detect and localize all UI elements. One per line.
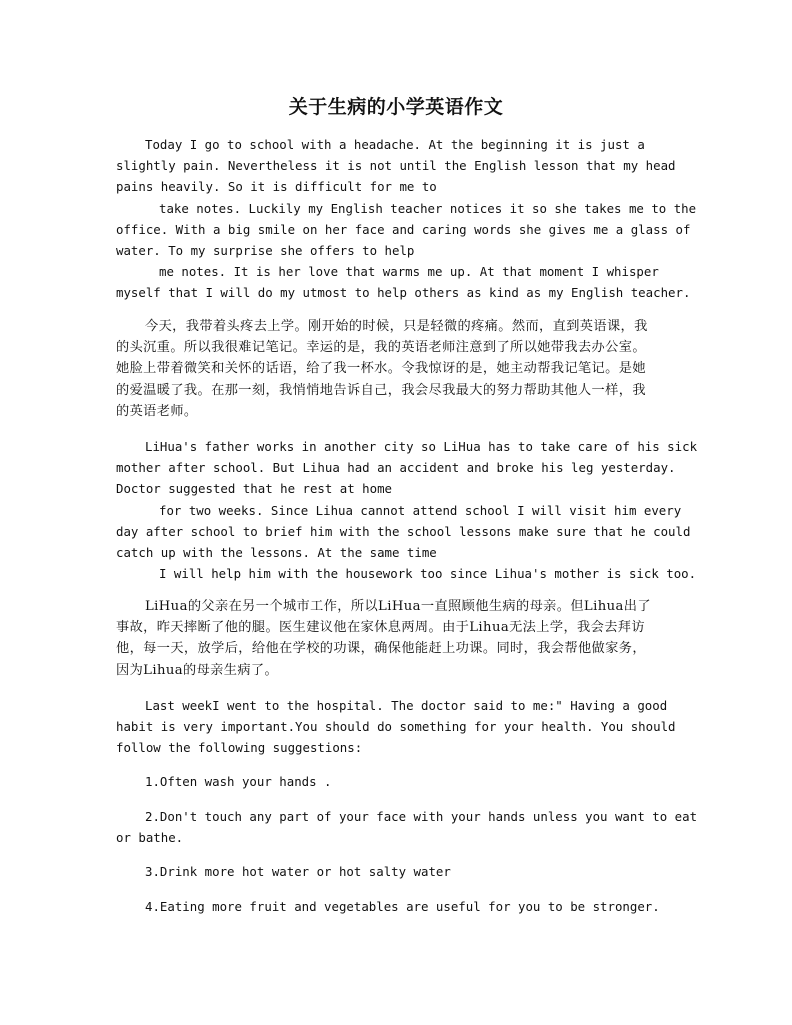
text-line: LiHua's father works in another city so LiHua has to take care of his sick [145,439,698,454]
text-line: take notes. Luckily my English teacher notices it so she takes me to the [159,200,697,216]
text-line: pains heavily. So it is difficult for me to [116,179,437,195]
document-title: 关于生病的小学英语作文 [288,96,504,118]
text-line: Today I go to school with a headache. At the beginning it is just a [145,137,645,152]
text-line: Last weekI went to the hospital. The doctor said to me:" Having a good [145,698,668,713]
text-line: myself that I will do my utmost to help others as kind as my English teacher. [116,285,691,301]
text-line: 她脸上带着微笑和关怀的话语，给了我一杯水。令我惊讶的是，她主动帮我记笔记。是她 [116,361,646,377]
text-line: 1.Often wash your hands . [145,774,332,789]
paragraph-lihua-chinese [116,596,676,681]
text-line: for two weeks. Since Lihua cannot attend school I will visit him every [159,502,682,518]
text-line: Doctor suggested that he rest at home [116,481,393,497]
text-line: mother after school. But Lihua had an accident and broke his leg yesterday. [116,460,676,476]
text-line: habit is very important.You should do something for your health. You should [116,719,676,735]
text-line: 今天，我带着头疼去上学。刚开始的时候，只是轻微的疼痛。然而，直到英语课，我 [145,319,648,334]
text-line: 2.Don't touch any part of your face with your hands unless you want to eat [145,809,698,824]
text-line: I will help him with the housework too since Lihua's mother is sick too. [159,566,697,582]
text-line: 他，每一天，放学后，给他在学校的功课，确保他能赶上功课。同时，我会帮他做家务， [116,641,646,657]
text-line: 4.Eating more fruit and vegetables are useful for you to be stronger. [145,899,660,914]
text-line: follow the following suggestions: [116,740,363,756]
text-line: catch up with the lessons. At the same time [116,545,437,561]
suggestion-1 [116,771,676,792]
text-line: 的英语老师。 [116,403,198,419]
suggestion-4 [116,896,676,917]
paragraph-hospital-english [116,695,676,759]
text-line: 的头沉重。所以我很难记笔记。幸运的是，我的英语老师注意到了所以她带我去办公室。 [116,340,646,356]
text-line: 事故，昨天摔断了他的腿。医生建议他在家休息两周。由于Lihua无法上学，我会去拜访 [116,620,645,636]
text-line: day after school to brief him with the school lessons make sure that he could [116,523,691,539]
text-line: 3.Drink more hot water or hot salty water [145,864,451,879]
suggestion-2 [116,806,698,848]
suggestion-3 [116,861,676,882]
paragraph-headache-english [116,134,697,304]
text-line: or bathe. [116,830,184,846]
text-line: office. With a big smile on her face and caring words she gives me a glass of [116,221,691,237]
text-line: LiHua的父亲在另一个城市工作，所以LiHua一直照顾他生病的母亲。但Lihua出了 [145,599,651,614]
paragraph-headache-chinese [116,316,676,422]
paragraph-lihua-english [116,436,698,584]
text-line: slightly pain. Nevertheless it is not until the English lesson that my head [116,158,676,174]
text-line: 因为Lihua的母亲生病了。 [116,662,279,678]
text-line: me notes. It is her love that warms me up. At that moment I whisper [159,264,659,280]
text-line: water. To my surprise she offers to help [116,243,415,259]
text-line: 的爱温暖了我。在那一刻，我悄悄地告诉自己，我会尽我最大的努力帮助其他人一样，我 [116,382,646,398]
